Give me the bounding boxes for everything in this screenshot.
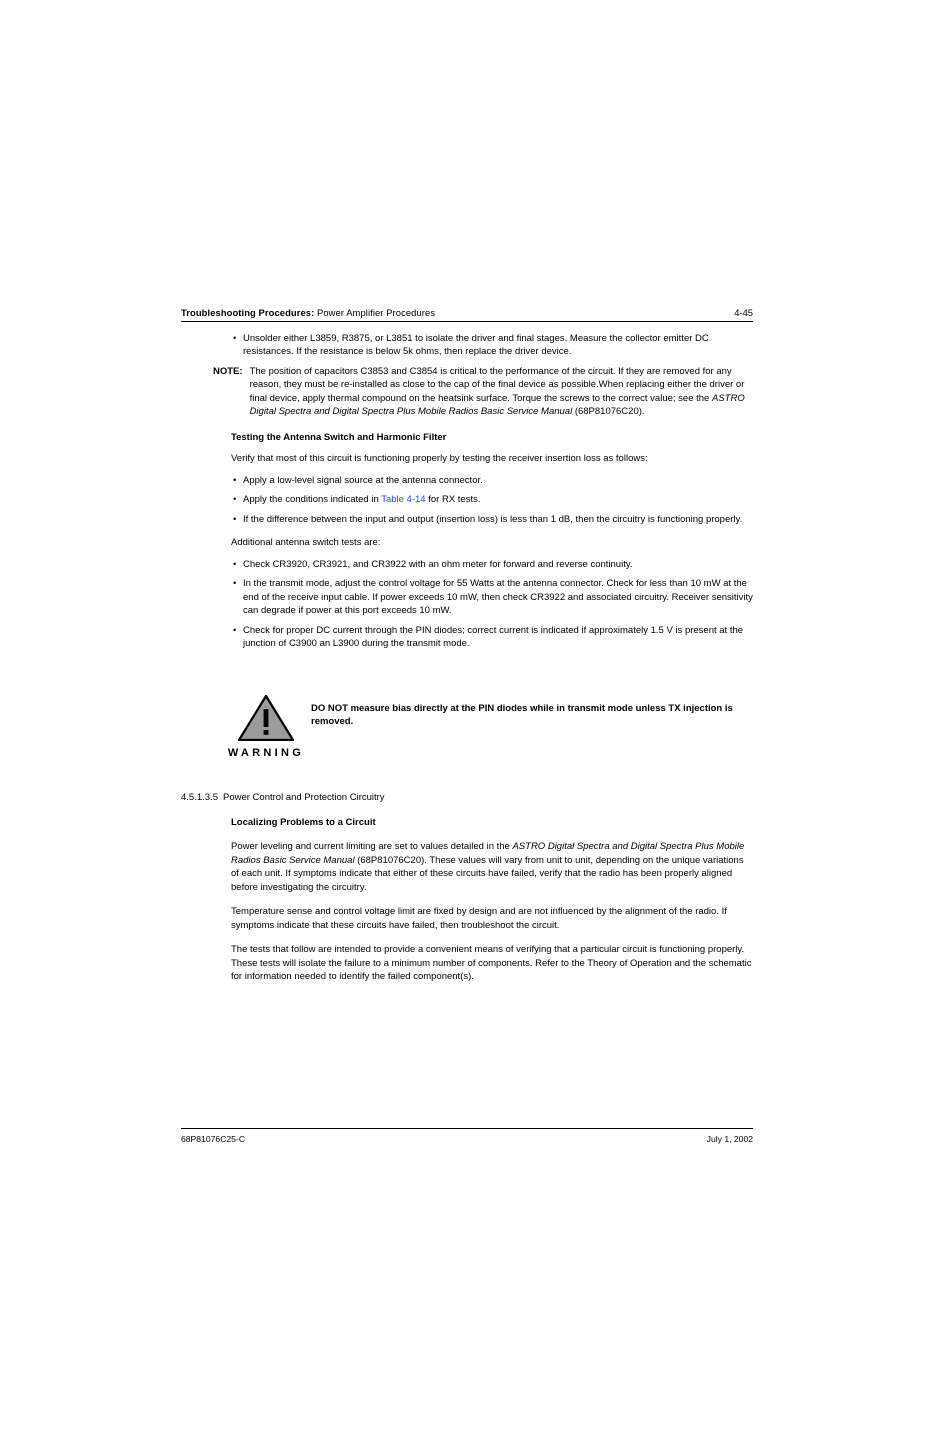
list-item: • Check CR3920, CR3921, and CR3922 with an ohm meter for forward and reverse continuity.	[231, 558, 753, 571]
note-text	[250, 365, 753, 419]
section-paragraph-1-post: (68P81076C20). These values will vary from unit to unit, depending on the unique variations of each unit. If symptoms indicate that either of these circuits have failed, verify that the radio has been properly aligned before investigating the circuitry.	[231, 854, 744, 893]
verify-paragraph: Verify that most of this circuit is functioning properly by testing the receiver insertion loss as follows:	[231, 453, 648, 465]
list-item-pre: Apply the conditions indicated in	[243, 494, 382, 506]
list-item	[231, 474, 753, 487]
page-header	[181, 307, 753, 321]
note-manual-title: ASTRO Digital Spectra and Digital Spectra Plus Mobile Radios Basic Service Manual	[249, 392, 745, 418]
subheading-localizing-problems: Localizing Problems to a Circuit	[231, 816, 376, 828]
intro-bullet-list	[231, 332, 753, 359]
warning-triangle-icon	[238, 695, 294, 741]
body-text	[181, 322, 753, 984]
section-title: Power Control and Protection Circuitry	[222, 792, 385, 804]
list-item: • Check for proper DC current through the PIN diodes; correct current is indicated if approximately 1.5 V is present at the junction of C3900 an L3900 during the transmit mode.	[231, 624, 753, 651]
section-paragraph-3: The tests that follow are intended to provide a convenient means of verifying that a particular circuit is functioning properly. These tests will isolate the failure to a minimum number of components. Refer to the Theory of Operation and the schematic for information needed to identify the failed component(s).	[231, 944, 752, 983]
note-text-part2: (68P81076C20).	[572, 406, 645, 418]
additional-tests-paragraph: Additional antenna switch tests are:	[231, 537, 381, 549]
section-paragraph-2: Temperature sense and control voltage limit are fixed by design and are not influenced by the alignment of the radio. If symptoms indicate that these circuits have failed, then troubleshoot the circuit.	[231, 906, 727, 931]
list-item-post: for RX tests.	[425, 494, 481, 506]
insertion-loss-bullet-list	[231, 474, 753, 526]
list-item-pre: If the difference between the input and output (insertion loss) is less than 1 dB, then the circuitry is functioning properly.	[243, 513, 743, 525]
list-item	[231, 513, 753, 526]
table-link[interactable]: Table 4-14	[381, 494, 426, 506]
subheading-antenna-switch: Testing the Antenna Switch and Harmonic Filter	[231, 431, 447, 443]
footer-date: July 1, 2002	[706, 1134, 753, 1144]
section-manual-title: ASTRO Digital Spectra and Digital Spectra Plus Mobile Radios Basic Service Manual	[231, 841, 745, 866]
list-item-pre: Apply a low-level signal source at the antenna connector.	[243, 474, 483, 486]
note-block	[213, 365, 753, 419]
warning-block	[221, 695, 753, 762]
note-text-part1: The position of capacitors C3853 and C3854 is critical to the performance of the circuit. If they are removed for any reason, they must be re-installed as close to the cap of the final device as possible.When replacing either the driver or final device, apply thermal compound on the heatsink surface. Torque the screws to the correct value; see the	[249, 365, 745, 404]
header-title	[181, 307, 435, 318]
footer-document-number: 68P81076C25-C	[181, 1134, 246, 1144]
additional-tests-bullet-list	[231, 558, 753, 651]
header-page-number: 4-45	[734, 307, 753, 318]
header-title-rest: Power Amplifier Procedures	[314, 307, 436, 318]
list-item: • Unsolder either L3859, R3875, or L3851 to isolate the driver and final stages. Measure the collector emitter DC resistances. If the resistance is below 5k ohms, then replace the driver device.	[231, 332, 753, 359]
list-item	[231, 493, 753, 506]
section-number: 4.5.1.3.5	[181, 792, 218, 804]
warning-label: WARNING	[227, 746, 305, 759]
header-title-bold: Troubleshooting Procedures:	[181, 307, 315, 318]
footer-row	[181, 1129, 753, 1144]
note-label: NOTE:	[213, 365, 243, 377]
warning-icon-column	[221, 695, 311, 762]
page-content	[181, 307, 753, 984]
list-item: • In the transmit mode, adjust the control voltage for 55 Watts at the antenna connector. Check for less than 10 mW at the end of the receive input cable. If power exceeds 10 mW, then check CR3922 and associated circuitry. Receiver sensitivity can degrade if power at this port exceeds 10 mW.	[231, 577, 753, 617]
section-paragraph-1	[231, 840, 753, 894]
section-heading	[181, 791, 753, 804]
warning-text: DO NOT measure bias directly at the PIN diodes while in transmit mode unless TX injection is removed.	[311, 702, 733, 728]
section-paragraph-1-pre: Power leveling and current limiting are set to values detailed in the	[231, 841, 513, 853]
page-footer	[181, 1128, 753, 1144]
